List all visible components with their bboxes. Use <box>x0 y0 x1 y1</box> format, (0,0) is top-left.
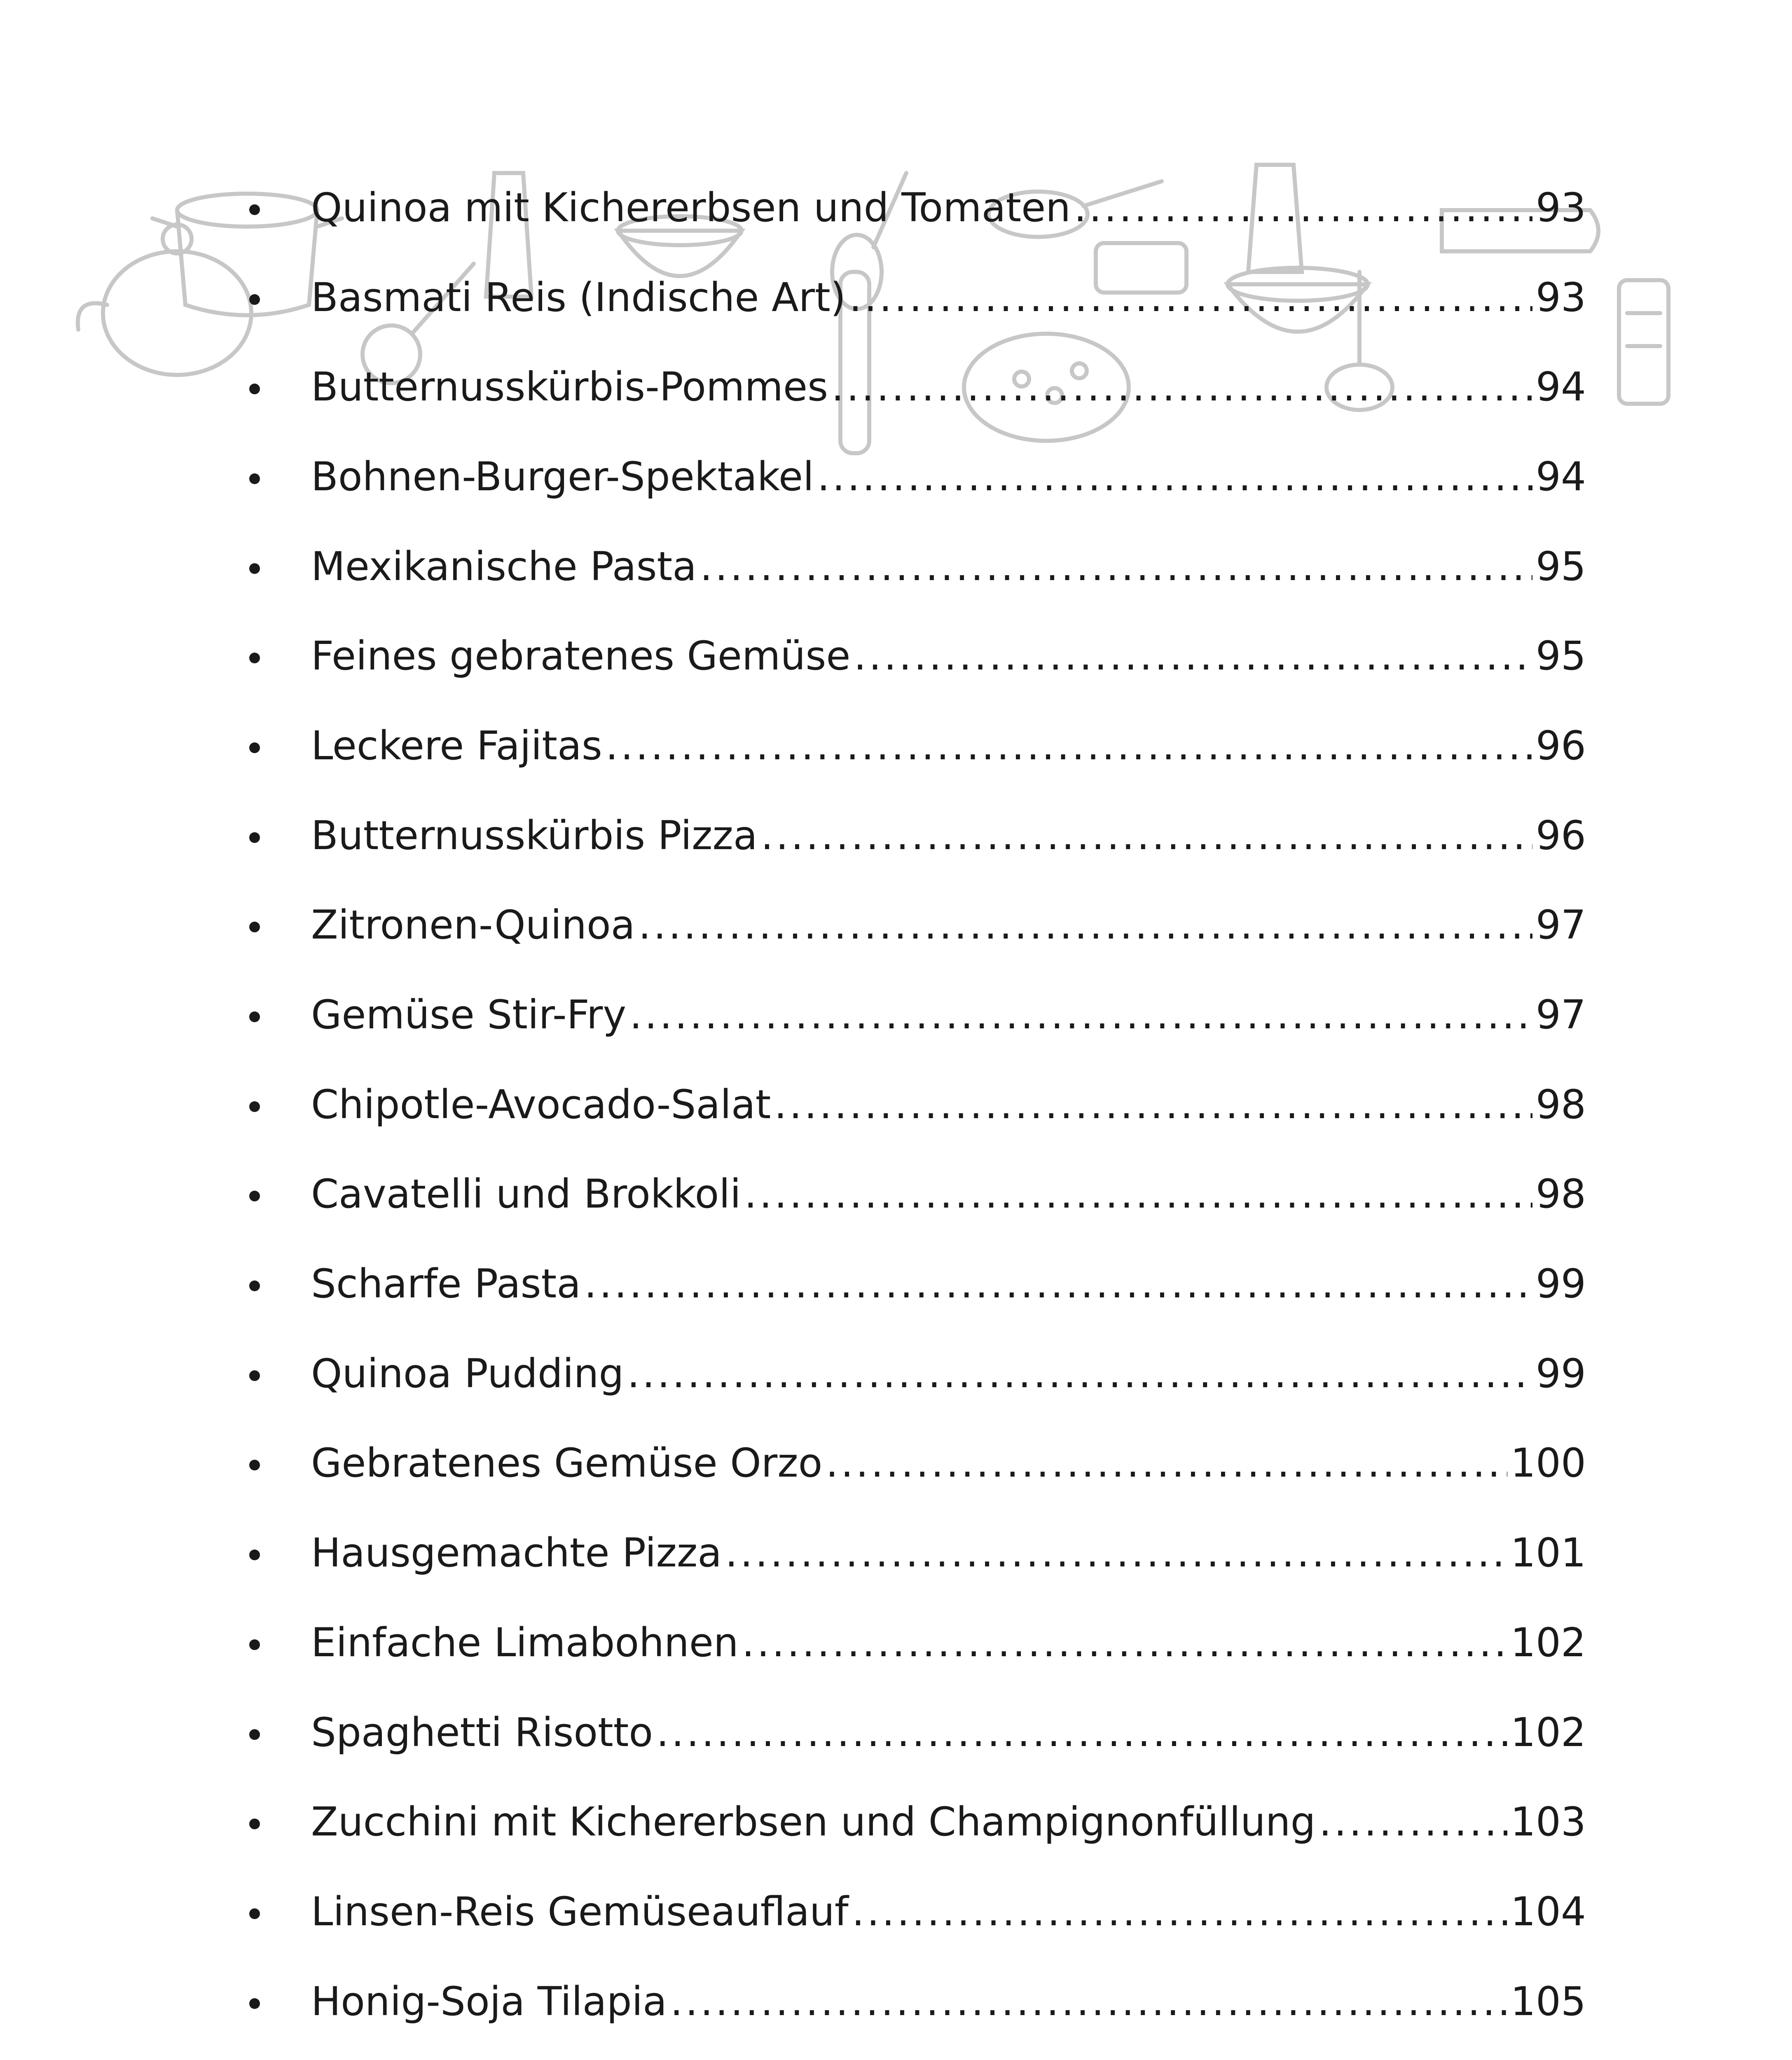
toc-entry-title: Quinoa Pudding <box>311 1350 624 1397</box>
toc-entry[interactable] <box>235 1419 1586 1508</box>
toc-entry-title: Linsen-Reis Gemüseauflauf <box>311 1888 849 1935</box>
toc-entry-title: Einfache Limabohnen <box>311 1619 739 1666</box>
toc-entry-title: Zitronen-Quinoa <box>311 902 635 948</box>
bullet-icon <box>249 1011 260 1022</box>
toc-entry-title: Zucchini mit Kichererbsen und Champignonfüllung <box>311 1799 1316 1845</box>
toc-entry-line <box>311 1709 1586 1756</box>
dot-leader <box>725 1533 1507 1573</box>
toc-entry-title: Feines gebratenes Gemüse <box>311 633 851 679</box>
bullet-icon <box>249 742 260 753</box>
dot-leader <box>1074 188 1532 227</box>
bullet-icon <box>249 563 260 574</box>
toc-entry-line <box>311 1530 1586 1576</box>
toc-entry-line <box>311 992 1586 1038</box>
toc-entry-title: Cavatelli und Brokkoli <box>311 1171 741 1217</box>
dot-leader <box>744 1174 1532 1214</box>
toc-entry[interactable] <box>235 1239 1586 1329</box>
toc-entry-line <box>311 453 1586 500</box>
toc-entry-title: Gemüse Stir-Fry <box>311 992 627 1038</box>
toc-entry-title: Butternusskürbis-Pommes <box>311 364 828 410</box>
toc-entry-page-number: 94 <box>1535 364 1586 410</box>
toc-entry-page-number: 102 <box>1510 1709 1586 1756</box>
dot-leader <box>761 816 1532 855</box>
toc-entry[interactable] <box>235 432 1586 522</box>
toc-entry-title: Honig-Soja Tilapia <box>311 1978 667 2025</box>
toc-entry-line <box>311 1261 1586 1307</box>
dot-leader <box>670 1982 1507 2021</box>
toc-entry-title: Spaghetti Risotto <box>311 1709 653 1756</box>
toc-entry-page-number: 98 <box>1535 1081 1586 1128</box>
toc-entry-page-number: 100 <box>1510 1440 1586 1486</box>
toc-entry-title: Gebratenes Gemüse Orzo <box>311 1440 823 1486</box>
toc-entry[interactable] <box>235 1688 1586 1777</box>
toc-entry-title: Bohnen-Burger-Spektakel <box>311 453 814 500</box>
dot-leader <box>627 1354 1532 1393</box>
dot-leader <box>849 278 1532 317</box>
toc-entry-line <box>311 1978 1586 2025</box>
toc-entry-page-number: 95 <box>1535 543 1586 590</box>
toc-entry[interactable] <box>235 1777 1586 1867</box>
bullet-icon <box>249 1550 260 1560</box>
toc-entry-line <box>311 274 1586 321</box>
toc-entry-page-number: 104 <box>1510 1888 1586 1935</box>
toc-entry-page-number: 99 <box>1535 1350 1586 1397</box>
bullet-icon <box>249 832 260 843</box>
dot-leader <box>854 636 1532 676</box>
toc-entry-page-number: 102 <box>1510 1619 1586 1666</box>
toc-entry-page-number: 103 <box>1510 1799 1586 1845</box>
bullet-icon <box>249 1191 260 1201</box>
toc-entry[interactable] <box>235 253 1586 342</box>
dot-leader <box>852 1892 1507 1931</box>
toc-entry-page-number: 101 <box>1510 1530 1586 1576</box>
bullet-icon <box>249 1819 260 1829</box>
toc-entry-title: Basmati Reis (Indische Art) <box>311 274 846 321</box>
toc-entry[interactable] <box>235 1149 1586 1239</box>
bullet-icon <box>249 1101 260 1112</box>
toc-entry[interactable] <box>235 1957 1586 2046</box>
dot-leader <box>700 547 1532 586</box>
table-of-contents <box>235 163 1586 2060</box>
dot-leader <box>584 1264 1532 1304</box>
bullet-icon <box>249 1280 260 1291</box>
bullet-icon <box>249 922 260 932</box>
toc-entry-page-number: 98 <box>1535 1171 1586 1217</box>
toc-entry-line <box>311 902 1586 948</box>
toc-entry[interactable] <box>235 342 1586 432</box>
toc-entry[interactable] <box>235 880 1586 970</box>
dot-leader <box>774 1085 1532 1124</box>
dot-leader <box>826 1443 1507 1483</box>
dot-leader <box>606 726 1532 765</box>
bullet-icon <box>249 1998 260 2009</box>
kettle-icon <box>78 225 251 375</box>
dot-leader <box>1319 1802 1507 1842</box>
toc-entry[interactable] <box>235 163 1586 253</box>
toc-entry-line <box>311 1081 1586 1128</box>
toc-entry-title: Chipotle-Avocado-Salat <box>311 1081 771 1128</box>
toc-entry-line <box>311 364 1586 410</box>
toc-entry[interactable] <box>235 1060 1586 1149</box>
toc-entry-title: Quinoa mit Kichererbsen und Tomaten <box>311 184 1071 231</box>
bullet-icon <box>249 1729 260 1740</box>
toc-entry[interactable] <box>235 791 1586 880</box>
toc-entry-title: Butternusskürbis Pizza <box>311 812 758 859</box>
toc-entry-page-number: 93 <box>1535 274 1586 321</box>
toc-entry-page-number: 97 <box>1535 902 1586 948</box>
toc-entry-page-number: 95 <box>1535 633 1586 679</box>
toc-entry-line <box>311 812 1586 859</box>
toc-entry-line <box>311 722 1586 769</box>
toc-entry[interactable] <box>235 1329 1586 1419</box>
bullet-icon <box>249 1370 260 1381</box>
dot-leader <box>742 1623 1507 1662</box>
toc-entry-title: Hausgemachte Pizza <box>311 1530 722 1576</box>
toc-entry[interactable] <box>235 701 1586 791</box>
toc-entry-title: Scharfe Pasta <box>311 1261 581 1307</box>
toc-entry[interactable] <box>235 1508 1586 1598</box>
dot-leader <box>831 367 1532 407</box>
toc-entry-page-number: 105 <box>1510 1978 1586 2025</box>
toc-entry-title: Leckere Fajitas <box>311 722 602 769</box>
toc-entry-page-number: 96 <box>1535 812 1586 859</box>
toc-entry-page-number: 94 <box>1535 453 1586 500</box>
toc-entry-line <box>311 1440 1586 1486</box>
grater-icon <box>1619 280 1668 404</box>
dot-leader <box>817 457 1532 496</box>
bullet-icon <box>249 1639 260 1650</box>
toc-entry[interactable] <box>235 1867 1586 1957</box>
bullet-icon <box>249 1460 260 1470</box>
dot-leader <box>656 1713 1507 1752</box>
bullet-icon <box>249 473 260 484</box>
bullet-icon <box>249 294 260 305</box>
toc-entry-title: Mexikanische Pasta <box>311 543 697 590</box>
toc-entry-line <box>311 543 1586 590</box>
toc-entry-page-number: 99 <box>1535 1261 1586 1307</box>
bullet-icon <box>249 384 260 394</box>
toc-entry[interactable] <box>235 611 1586 701</box>
dot-leader <box>639 905 1532 945</box>
toc-entry-line <box>311 1619 1586 1666</box>
toc-entry[interactable] <box>235 1598 1586 1688</box>
toc-entry-page-number: 97 <box>1535 992 1586 1038</box>
bullet-icon <box>249 204 260 215</box>
toc-entry-page-number: 96 <box>1535 722 1586 769</box>
toc-entry[interactable] <box>235 522 1586 611</box>
toc-entry[interactable] <box>235 970 1586 1060</box>
toc-entry-line <box>311 633 1586 679</box>
bullet-icon <box>249 1908 260 1919</box>
dot-leader <box>629 995 1532 1035</box>
toc-entry-line <box>311 1171 1586 1217</box>
toc-entry-line <box>311 1888 1586 1935</box>
toc-entry-line <box>311 1350 1586 1397</box>
toc-entry-line <box>311 1799 1586 1845</box>
toc-entry-line <box>311 184 1586 231</box>
toc-entry-page-number: 93 <box>1535 184 1586 231</box>
bullet-icon <box>249 653 260 663</box>
toc-entry[interactable] <box>235 2046 1586 2060</box>
